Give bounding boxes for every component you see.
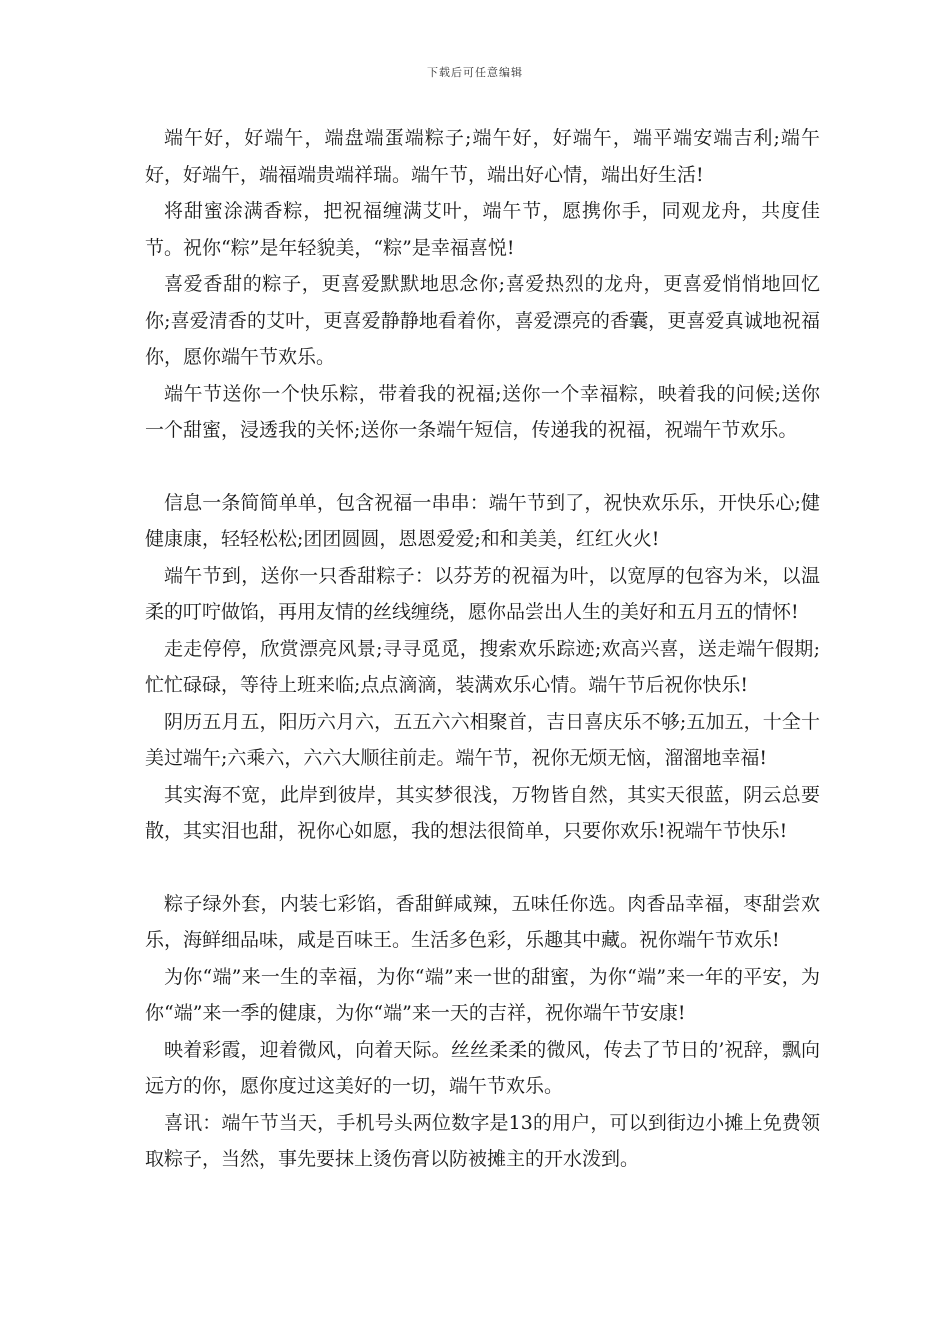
paragraph: 喜讯：端午节当天，手机号头两位数字是13的用户，可以到街边小摊上免费领取粽子，当然，事先要抹上烫伤膏以防被摊主的开水泼到。 — [145, 1111, 820, 1170]
paragraph: 信息一条简简单单，包含祝福一串串：端午节到了，祝快欢乐乐，开快乐心;健健康康，轻轻松松;团团圆圆，恩恩爱爱;和和美美，红红火火! — [145, 491, 820, 550]
section-2 — [145, 485, 820, 850]
paragraph: 将甜蜜涂满香粽，把祝福缠满艾叶，端午节，愿携你手，同观龙舟，共度佳节。祝你“粽”是年轻貌美，“粽”是幸福喜悦! — [145, 200, 820, 259]
paragraph: 端午节送你一个快乐粽，带着我的祝福;送你一个幸福粽，映着我的问候;送你一个甜蜜，浸透我的关怀;送你一条端午短信，传递我的祝福，祝端午节欢乐。 — [145, 382, 820, 441]
document-body — [145, 120, 820, 1178]
paragraph: 喜爱香甜的粽子，更喜爱默默地思念你;喜爱热烈的龙舟，更喜爱悄悄地回忆你;喜爱清香的艾叶，更喜爱静静地看着你，喜爱漂亮的香囊，更喜爱真诚地祝福你，愿你端午节欢乐。 — [145, 273, 820, 368]
paragraph: 粽子绿外套，内装七彩馅，香甜鲜咸辣，五味任你选。肉香品幸福，枣甜尝欢乐，海鲜细品味，咸是百味王。生活多色彩，乐趣其中藏。祝你端午节欢乐! — [145, 892, 820, 951]
paragraph: 为你“端”来一生的幸福，为你“端”来一世的甜蜜，为你“端”来一年的平安，为你“端”来一季的健康，为你“端”来一天的吉祥，祝你端午节安康! — [145, 965, 820, 1024]
section-divider — [145, 449, 820, 485]
paragraph: 阴历五月五，阳历六月六，五五六六相聚首，吉日喜庆乐不够;五加五，十全十美过端午;六乘六，六六大顺往前走。端午节，祝你无烦无恼，溜溜地幸福! — [145, 710, 820, 769]
section-3 — [145, 886, 820, 1178]
paragraph: 映着彩霞，迎着微风，向着天际。丝丝柔柔的微风，传去了节日的’祝辞，飘向远方的你，愿你度过这美好的一切，端午节欢乐。 — [145, 1038, 820, 1097]
page-header: 下载后可任意编辑 — [427, 66, 523, 79]
paragraph: 端午好，好端午，端盘端蛋端粽子;端午好，好端午，端平端安端吉利;端午好，好端午，端福端贵端祥瑞。端午节，端出好心情，端出好生活! — [145, 127, 820, 186]
paragraph: 其实海不宽，此岸到彼岸，其实梦很浅，万物皆自然，其实天很蓝，阴云总要散，其实泪也甜，祝你心如愿，我的想法很简单，只要你欢乐!祝端午节快乐! — [145, 783, 820, 842]
section-divider — [145, 850, 820, 886]
paragraph: 走走停停，欣赏漂亮风景;寻寻觅觅，搜索欢乐踪迹;欢高兴喜，送走端午假期;忙忙碌碌，等待上班来临;点点滴滴，装满欢乐心情。端午节后祝你快乐! — [145, 637, 820, 696]
section-1 — [145, 120, 820, 449]
paragraph: 端午节到，送你一只香甜粽子：以芬芳的祝福为叶，以宽厚的包容为米，以温柔的叮咛做馅，再用友情的丝线缠绕，愿你品尝出人生的美好和五月五的情怀! — [145, 564, 820, 623]
